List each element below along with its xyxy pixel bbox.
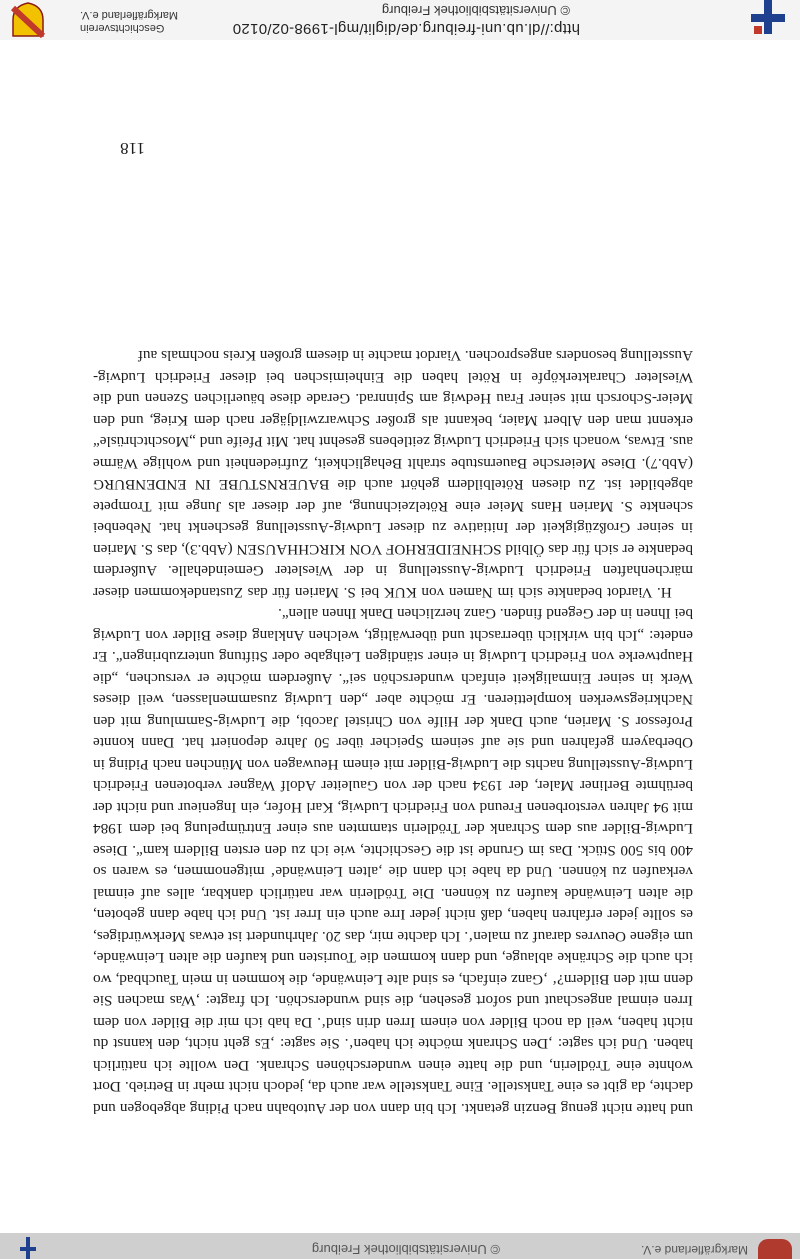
page-number: 118: [120, 139, 145, 158]
document-page: [0, 40, 800, 1233]
paragraph: H. Viardot bedankte sich im Namen von KUK bei S. Marien für das Zustandekommen dieser märchenhaften Friedrich Ludwig-Ausstellung in der Wiesleter Gemeindehalle. Außerdem bedankte er sich für das Ölbild SCHNEIDERHOF VON KIRCHHAUSEN (Abb.3), das S. Marien in seiner Großzügigkeit der Initiative zu dieser Ludwig-Ausstellung geschenkt hat. Nebenbei schenkte S. Marien Hans Meier eine Rötelzeichnung, auf der dieser als Junge mit Trompete abgebildet ist. Zu diesen Rötelbildern gehört auch die BAUERNSTUBE IN ENDENBURG (Abb.7). Diese Meiersche Bauernstube strahlt Behaglichkeit, Zufriedenheit und wohlige Wärme aus. Etwas, wonach sich Friedrich Ludwig zeitlebens gesehnt hat. Mit Pfeife und „Moschtchrüsle“ erkennt man den Albert Maier, bekannt als großer Schwarzwildjäger nach dem Krieg, und den Meier-Schorsch mit seiner Frau Hedwig am Spinnrad. Gerade diese bäuerlichen Szenen und die Wiesleter Charakterköpfe in Rötel haben die Einheimischen bei dieser Friedrich Ludwig-Ausstellung besonders angesprochen. Viardot machte in diesem großen Kreis nochmals auf: [93, 347, 693, 601]
university-logo-icon: [751, 0, 785, 34]
crest-icon: [11, 2, 45, 38]
viewer-top-strip: [0, 1233, 800, 1259]
paragraph: und hatte nicht genug Benzin getankt. Ich bin dann von der Autobahn nach Piding abgebogen und dachte, da gibt es eine Tankstelle. Eine Tankstelle war auch da, jedoch nicht mehr in Betrieb. Dort wohnte eine Trödlerin, und die hatte einen wunderschönen Schrank. Den wollte ich natürlich haben. Und ich sagte: ‚Den Schrank möchte ich haben‘. Sie sagte: ‚Es geht nicht, den kannst du nicht haben, weil da noch Bilder von einem Irren drin sind‘. Da hab ich mir die Bilder von dem Irren einmal angeschaut und sofort gesehen, die sind wunderschön. Ich fragte: ‚Was machen Sie denn mit den Bildern?‘ ‚Ganz einfach, es sind alte Leinwände, die kommen in mein Tauchbad, wo ich auch die Schränke ablauge, und dann kommen die Touristen und kaufen die alten Leinwände, um eigene Oeuvres darauf zu malen‘. Ich dachte mir, das 20. Jahrhundert ist etwas Merkwürdiges, es sollte jeder erfahren haben, daß nicht jeder Irre auch ein Irrer ist. Und ich habe dann geboten, die alten Leinwände kaufen zu können. Die Trödlerin war natürlich dankbar, alles auf einmal verkaufen zu können. Und da habe ich dann die ‚alten Leinwände‘ mitgenommen, es waren so 400 bis 500 Stück. Das im Grunde ist die Geschichte, wie ich zu den ersten Bildern kam“. Diese Ludwig-Bilder aus dem Schrank der Trödlerin stammten aus einer Entrümpelung bei dem 1984 mit 94 Jahren verstorbenen Freund von Friedrich Ludwig, Karl Hofer, ein Ingenieur und nicht der berühmte Berliner Maler, der 1934 nach der von Gauleiter Adolf Wagner verbotenen Friedrich Ludwig-Ausstellung nachts die Ludwig-Bilder mit einem Heuwagen von München nach Piding in Oberbayern gefahren und sie auf seinem Speicher über 50 Jahre deponiert hat. Dann konnte Professor S. Marien, auch Dank der Hilfe von Christel Jacobi, die Ludwig-Sammlung mit den Nachkriegswerken komplettieren. Er möchte aber „den Ludwig zusammenlassen, weil dieses Werk in seiner Einmaligkeit einfach wunderschön sei“. Außerdem möchte er versuchen, „die Hauptwerke von Friedrich Ludwig in einer ständigen Leihgabe oder Stiftung unterzubringen“. Er endete: „Ich bin wirklich überrascht und überwältigt, welchen Anklang diese Bilder von Ludwig bei Ihnen in der Gegend finden. Ganz herzlichen Dank Ihnen allen“.: [93, 605, 693, 1117]
viewer-footer: [0, 0, 800, 40]
publisher-name: [80, 8, 205, 34]
university-logo-icon: [20, 1237, 36, 1259]
top-strip-copyright: © Universitätsbibliothek Freiburg: [311, 1242, 500, 1257]
page-body-text: [93, 345, 693, 1119]
crest-icon: [758, 1239, 792, 1259]
top-strip-org: Markgräflerland e.V.: [641, 1243, 748, 1257]
org-line: Geschichtsverein: [80, 22, 165, 34]
copyright-notice: © Universitätsbibliothek Freiburg: [381, 3, 570, 18]
source-url[interactable]: http://dl.ub.uni-freiburg.de/diglit/mgl-1998-02/0120: [232, 20, 580, 37]
org-line: Markgräflerland e.V.: [80, 9, 179, 21]
